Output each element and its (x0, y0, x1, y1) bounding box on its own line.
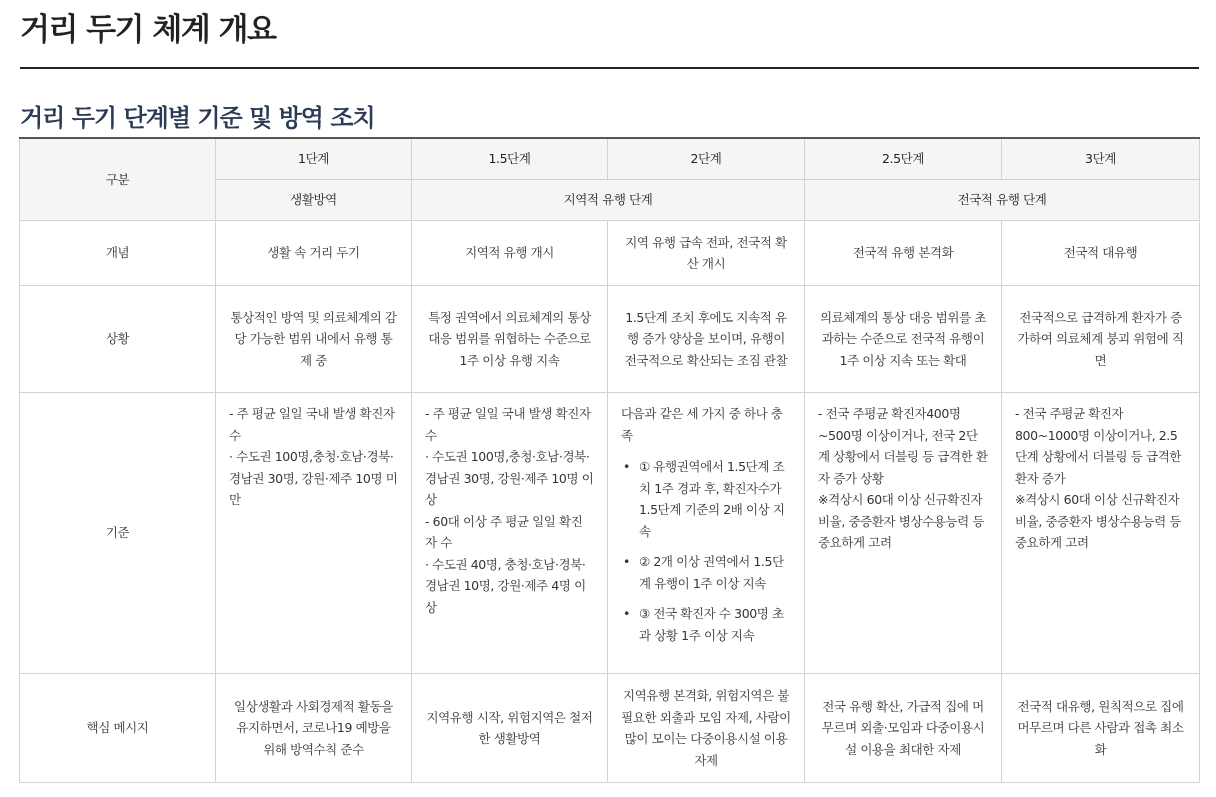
table-row (20, 286, 1200, 393)
table-cell: 지역유행 시작, 위험지역은 철저한 생활방역 (412, 674, 608, 783)
criteria-line: - 주 평균 일일 국내 발생 확진자 수 (229, 406, 395, 443)
list-item-text: ① 유행권역에서 1.5단계 조치 1주 경과 후, 확진자수가 1.5단계 기준의 2배 이상 지속 (639, 459, 785, 539)
criteria-line: · 수도권 100명,충청·호남·경북·경남권 30명, 강원·제주 10명 이상 (425, 449, 594, 507)
list-item (623, 551, 791, 594)
table-cell: 전국적 대유행, 원칙적으로 집에 머무르며 다른 사람과 접촉 최소화 (1002, 674, 1200, 783)
list-item-text: ② 2개 이상 권역에서 1.5단계 유행이 1주 이상 지속 (639, 554, 784, 591)
corner-header: 구분 (20, 138, 216, 221)
list-item (623, 456, 791, 542)
criteria-cell-level25 (805, 393, 1002, 674)
level-header: 1단계 (216, 138, 412, 180)
table-cell: 특정 권역에서 의료체계의 통상 대응 범위를 위협하는 수준으로 1주 이상 유행 지속 (412, 286, 608, 393)
criteria-line: - 주 평균 일일 국내 발생 확진자 수 (425, 406, 591, 443)
group-header: 생활방역 (216, 180, 412, 221)
criteria-list (621, 456, 791, 646)
table-cell: 의료체계의 통상 대응 범위를 초과하는 수준으로 전국적 유행이 1주 이상 지속 또는 확대 (805, 286, 1002, 393)
criteria-line: · 수도권 100명,충청·호남·경북·경남권 30명, 강원·제주 10명 미만 (229, 449, 398, 507)
table-cell: 생활 속 거리 두기 (216, 221, 412, 286)
criteria-cell-level1 (216, 393, 412, 674)
row-header-concept: 개념 (20, 221, 216, 286)
bullet-icon: • (623, 459, 630, 474)
table-row (20, 393, 1200, 674)
table-cell: 전국적으로 급격하게 환자가 증가하여 의료체계 붕괴 위험에 직면 (1002, 286, 1200, 393)
list-item (623, 603, 791, 646)
level-header: 1.5단계 (412, 138, 608, 180)
criteria-cell-level15 (412, 393, 608, 674)
list-item-text: ③ 전국 확진자 수 300명 초과 상황 1주 이상 지속 (639, 606, 784, 643)
level-header: 2.5단계 (805, 138, 1002, 180)
table-cell: 1.5단계 조치 후에도 지속적 유행 증가 양상을 보이며, 유행이 전국적으로 확산되는 조짐 관찰 (608, 286, 805, 393)
title-divider (20, 67, 1199, 69)
bullet-icon: • (623, 554, 630, 569)
table-cell: 지역 유행 급속 전파, 전국적 확산 개시 (608, 221, 805, 286)
criteria-line: · 수도권 40명, 충청·호남·경북·경남권 10명, 강원·제주 4명 이상 (425, 556, 586, 615)
table-row (20, 674, 1200, 783)
table-cell: 일상생활과 사회경제적 활동을 유지하면서, 코로나19 예방을 위해 방역수칙 준수 (216, 674, 412, 783)
bullet-icon: • (623, 606, 630, 621)
criteria-line: - 60대 이상 주 평균 일일 확진자 수 (425, 513, 583, 550)
table-cell: 전국적 대유행 (1002, 221, 1200, 286)
table-row (20, 221, 1200, 286)
criteria-cell-level3 (1002, 393, 1200, 674)
criteria-note: ※격상시 60대 이상 신규확진자 비율, 중증환자 병상수용능력 등 중요하게 고려 (1015, 492, 1182, 550)
table-cell: 전국 유행 확산, 가급적 집에 머무르며 외출·모임과 다중이용시설 이용을 최대한 자제 (805, 674, 1002, 783)
table-cell: 지역적 유행 개시 (412, 221, 608, 286)
criteria-intro: 다음과 같은 세 가지 중 하나 충족 (621, 406, 783, 443)
group-header: 전국적 유행 단계 (805, 180, 1200, 221)
table-cell: 전국적 유행 본격화 (805, 221, 1002, 286)
level-header: 2단계 (608, 138, 805, 180)
page-title: 거리 두기 체계 개요 (20, 12, 276, 48)
criteria-line: - 전국 주평균 확진자 800~1000명 이상이거나, 2.5단계 상황에서 더블링 등 급격한 환자 증가 (1015, 406, 1182, 486)
table-cell: 통상적인 방역 및 의료체계의 감당 가능한 범위 내에서 유행 통제 중 (216, 286, 412, 393)
distancing-levels-table (19, 137, 1200, 783)
criteria-cell-level2 (608, 393, 805, 674)
row-header-criteria: 기준 (20, 393, 216, 674)
level-header: 3단계 (1002, 138, 1200, 180)
row-header-situation: 상황 (20, 286, 216, 393)
table-cell: 지역유행 본격화, 위험지역은 불필요한 외출과 모임 자제, 사람이 많이 모이는 다중이용시설 이용 자제 (608, 674, 805, 783)
criteria-note: ※격상시 60대 이상 신규확진자 비율, 중증환자 병상수용능력 등 중요하게 고려 (818, 492, 985, 550)
row-header-message: 핵심 메시지 (20, 674, 216, 783)
criteria-line: - 전국 주평균 확진자400명~500명 이상이거나, 전국 2단계 상황에서 더블링 등 급격한 환자 증가 상황 (818, 406, 988, 486)
section-title: 거리 두기 단계별 기준 및 방역 조치 (20, 104, 375, 132)
group-header: 지역적 유행 단계 (412, 180, 805, 221)
